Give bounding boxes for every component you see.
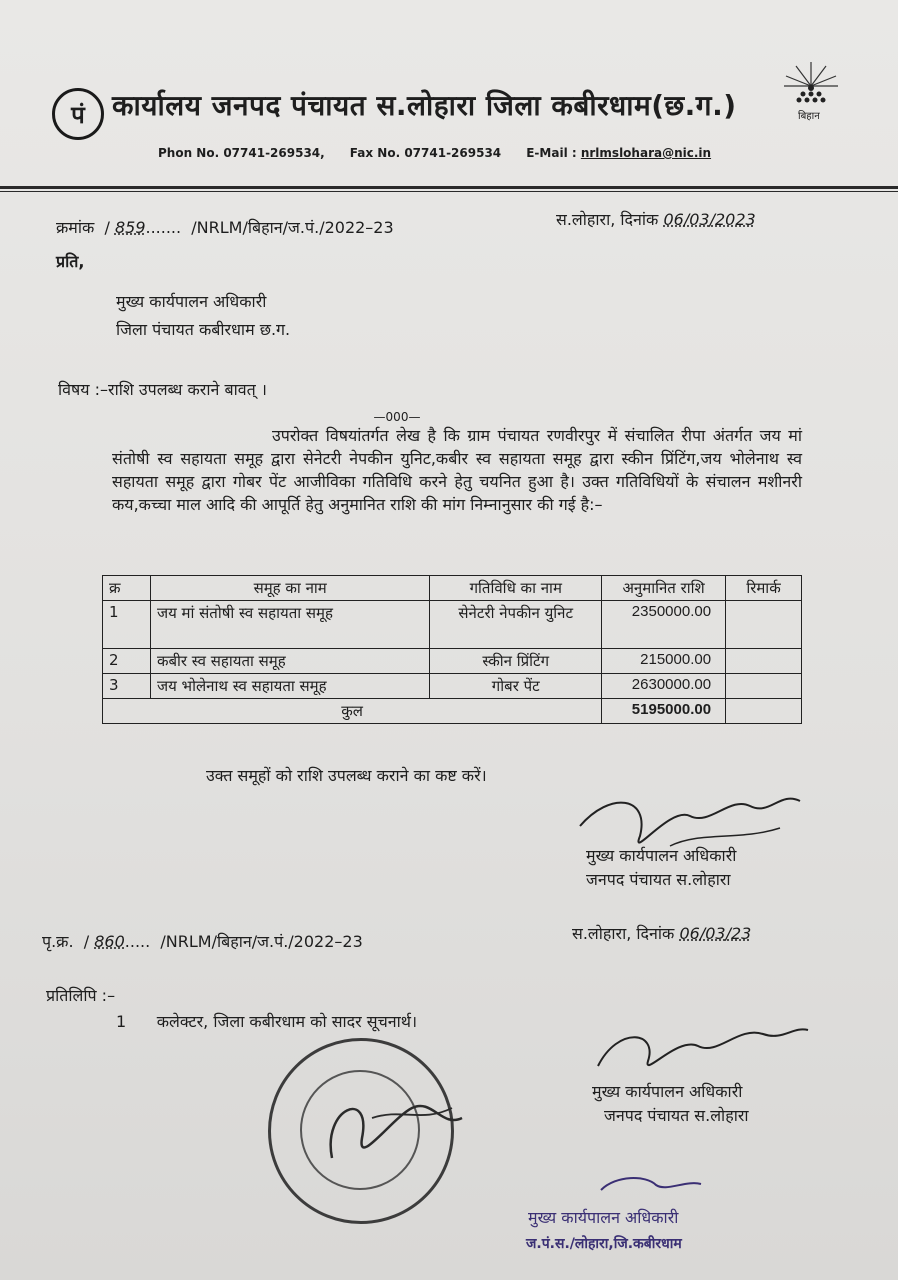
endorsement-line: पृ.क्र. / 860..... /NRLM/बिहान/ज.पं./2022–23	[42, 932, 363, 951]
table-total-row	[103, 699, 802, 724]
copy-item-number: 1	[116, 1012, 127, 1031]
email-address: nrlmslohara@nic.in	[580, 146, 712, 160]
endorsement-date-line	[572, 922, 751, 944]
fund-demand-table	[102, 575, 802, 724]
row-group: जय मां संतोषी स्व सहायता समूह	[150, 601, 429, 649]
row-remark	[726, 649, 802, 674]
endorsement-label: पृ.क्र.	[42, 932, 74, 951]
row-activity: सेनेटरी नेपकीन युनिट	[430, 601, 602, 649]
header-divider-thin	[0, 191, 898, 192]
letter-date: 06/03/2023	[663, 210, 756, 229]
stamp-scribble	[596, 1170, 706, 1200]
signature1-designation: मुख्य कार्यपालन अधिकारी	[586, 846, 737, 865]
row-amount: 2630000.00	[602, 674, 726, 699]
reference-line: क्रमांक / 859....... /NRLM/बिहान/ज.पं./2022–23	[56, 218, 394, 237]
header-sn: क्र	[103, 576, 151, 601]
panchayat-logo	[52, 88, 104, 140]
reference-date-line	[556, 208, 756, 230]
row-sn: 2	[103, 649, 151, 674]
row-group: कबीर स्व सहायता समूह	[150, 649, 429, 674]
addressee-line1: मुख्य कार्यपालन अधिकारी	[116, 292, 267, 311]
addressee-line2: जिला पंचायत कबीरधाम छ.ग.	[116, 320, 291, 339]
seal-signature-scribble	[312, 1078, 472, 1188]
office-title: कार्यालय जनपद पंचायत स.लोहारा जिला कबीरधाम(छ.ग.)	[112, 89, 737, 122]
bihan-logo-text: बिहान	[798, 111, 820, 122]
total-remark	[726, 699, 802, 724]
email-label: E-Mail :	[526, 146, 577, 160]
prati-label: प्रति,	[56, 252, 85, 271]
table-row	[103, 601, 802, 649]
place-date-label: स.लोहारा, दिनांक	[556, 210, 659, 229]
row-amount: 215000.00	[602, 649, 726, 674]
row-remark	[726, 674, 802, 699]
row-amount: 2350000.00	[602, 601, 726, 649]
total-amount: 5195000.00	[602, 699, 726, 724]
table-header-row	[103, 576, 802, 601]
signature1-office: जनपद पंचायत स.लोहारा	[586, 870, 731, 889]
signature-scribble-2	[588, 1016, 818, 1086]
copy-label: प्रतिलिपि :–	[46, 986, 116, 1005]
header-group: समूह का नाम	[150, 576, 429, 601]
row-activity: स्कीन प्रिंटिंग	[430, 649, 602, 674]
table-row	[103, 674, 802, 699]
signature2-office: जनपद पंचायत स.लोहारा	[604, 1106, 749, 1125]
letter-number: 859	[114, 218, 146, 237]
row-group: जय भोलेनाथ स्व सहायता समूह	[150, 674, 429, 699]
logo-symbol: पं	[71, 100, 85, 129]
endorsement-date: 06/03/23	[679, 924, 752, 943]
copy-item-text: कलेक्टर, जिला कबीरधाम को सादर सूचनार्थ।	[156, 1012, 418, 1031]
stamp-designation: मुख्य कार्यपालन अधिकारी	[528, 1208, 679, 1227]
fax-number: Fax No. 07741-269534	[349, 146, 502, 160]
kramank-label: क्रमांक	[56, 218, 95, 237]
header-activity: गतिविधि का नाम	[430, 576, 602, 601]
endorsement-code: /NRLM/बिहान/ज.पं./2022–23	[160, 932, 363, 951]
body-paragraph: उपरोक्त विषयांतर्गत लेख है कि ग्राम पंचायत रणवीरपुर में संचालित रीपा अंतर्गत जय मां संतोषी स्व सहायता समूह द्वारा सेनेटरी नेपकीन युनिट,कबीर स्व सहायता समूह द्वारा स्कीन प्रिंटिंग,जय भोलेनाथ स्व सहायता समूह द्वारा गोबर पेंट आजीविका गतिविधि करने हेतु चयनित हुआ है। उक्त गतिविधियों के संचालन मशीनरी कय,कच्चा माल आदि की आपूर्ति हेतु अनुमानित राशि की मांग निम्नानुसार की गई है:–	[112, 426, 802, 514]
copy-item	[116, 1010, 417, 1032]
stamp-office: ज.पं.स./लोहारा,जि.कबीरधाम	[526, 1236, 682, 1252]
contact-line	[158, 146, 711, 160]
reference-code: /NRLM/बिहान/ज.पं./2022–23	[191, 218, 394, 237]
endorsement-number: 860	[94, 932, 125, 951]
row-sn: 1	[103, 601, 151, 649]
signature2-designation: मुख्य कार्यपालन अधिकारी	[592, 1082, 743, 1101]
subject-line: विषय :–राशि उपलब्ध कराने बावत् ।	[58, 380, 267, 399]
phone-number: Phon No. 07741-269534,	[158, 146, 325, 160]
header-amount: अनुमानित राशि	[602, 576, 726, 601]
header-divider	[0, 186, 898, 189]
row-sn: 3	[103, 674, 151, 699]
total-label: कुल	[103, 699, 602, 724]
letter-body	[112, 410, 802, 516]
row-remark	[726, 601, 802, 649]
separator: —000—	[373, 410, 421, 424]
table-row	[103, 649, 802, 674]
request-line: उक्त समूहों को राशि उपलब्ध कराने का कष्ट करें।	[206, 766, 487, 785]
header-remark: रिमार्क	[726, 576, 802, 601]
endorsement-place-label: स.लोहारा, दिनांक	[572, 924, 675, 943]
row-activity: गोबर पेंट	[430, 674, 602, 699]
